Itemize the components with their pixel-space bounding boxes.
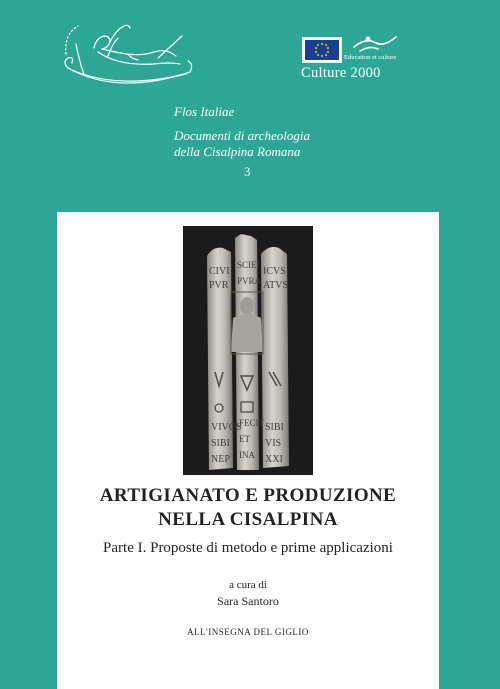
- svg-text:VIVOS: VIVOS: [211, 422, 242, 433]
- svg-text:NEP: NEP: [211, 454, 230, 465]
- svg-text:FECIT: FECIT: [239, 418, 265, 428]
- series-subtitle-line1: Documenti di archeologia: [174, 128, 310, 143]
- svg-text:ICVS: ICVS: [263, 266, 286, 277]
- eu-flag-icon: [302, 37, 342, 63]
- svg-text:INA: INA: [239, 450, 255, 460]
- svg-text:SIBI: SIBI: [265, 422, 284, 433]
- roman-funerary-stele-photo: [183, 226, 313, 475]
- svg-text:CIVI: CIVI: [209, 266, 230, 277]
- series-number: 3: [244, 164, 251, 179]
- series-subtitle-line2: della Cisalpina Romana: [174, 144, 301, 159]
- editor-name: Sara Santoro: [217, 594, 279, 608]
- book-subtitle: Parte I. Proposte di metodo e prime applicazioni: [103, 540, 393, 556]
- editor-prefix: a cura di: [229, 579, 267, 591]
- series-info: [174, 104, 354, 180]
- series-name: Flos Italiae: [174, 104, 235, 119]
- culture-2000-label: Culture 2000: [301, 65, 381, 81]
- svg-text:XXI: XXI: [265, 454, 283, 465]
- svg-text:ATVS: ATVS: [263, 280, 289, 291]
- svg-text:PVRA: PVRA: [237, 276, 262, 286]
- svg-text:SCIEI: SCIEI: [237, 260, 260, 270]
- book-title-line2: NELLA CISALPINA: [158, 509, 338, 530]
- svg-text:PVR: PVR: [209, 280, 229, 291]
- reclining-figure-on-boat-icon: [58, 14, 193, 94]
- education-culture-logo-icon: [348, 33, 408, 67]
- book-title-line1: ARTIGIANATO E PRODUZIONE: [99, 485, 397, 506]
- svg-text:VIS: VIS: [265, 438, 282, 449]
- svg-text:ET: ET: [239, 434, 250, 444]
- publisher-name: ALL'INSEGNA DEL GIGLIO: [187, 627, 309, 637]
- education-culture-label: Education et culture: [344, 54, 397, 61]
- svg-text:SIBI: SIBI: [211, 438, 230, 449]
